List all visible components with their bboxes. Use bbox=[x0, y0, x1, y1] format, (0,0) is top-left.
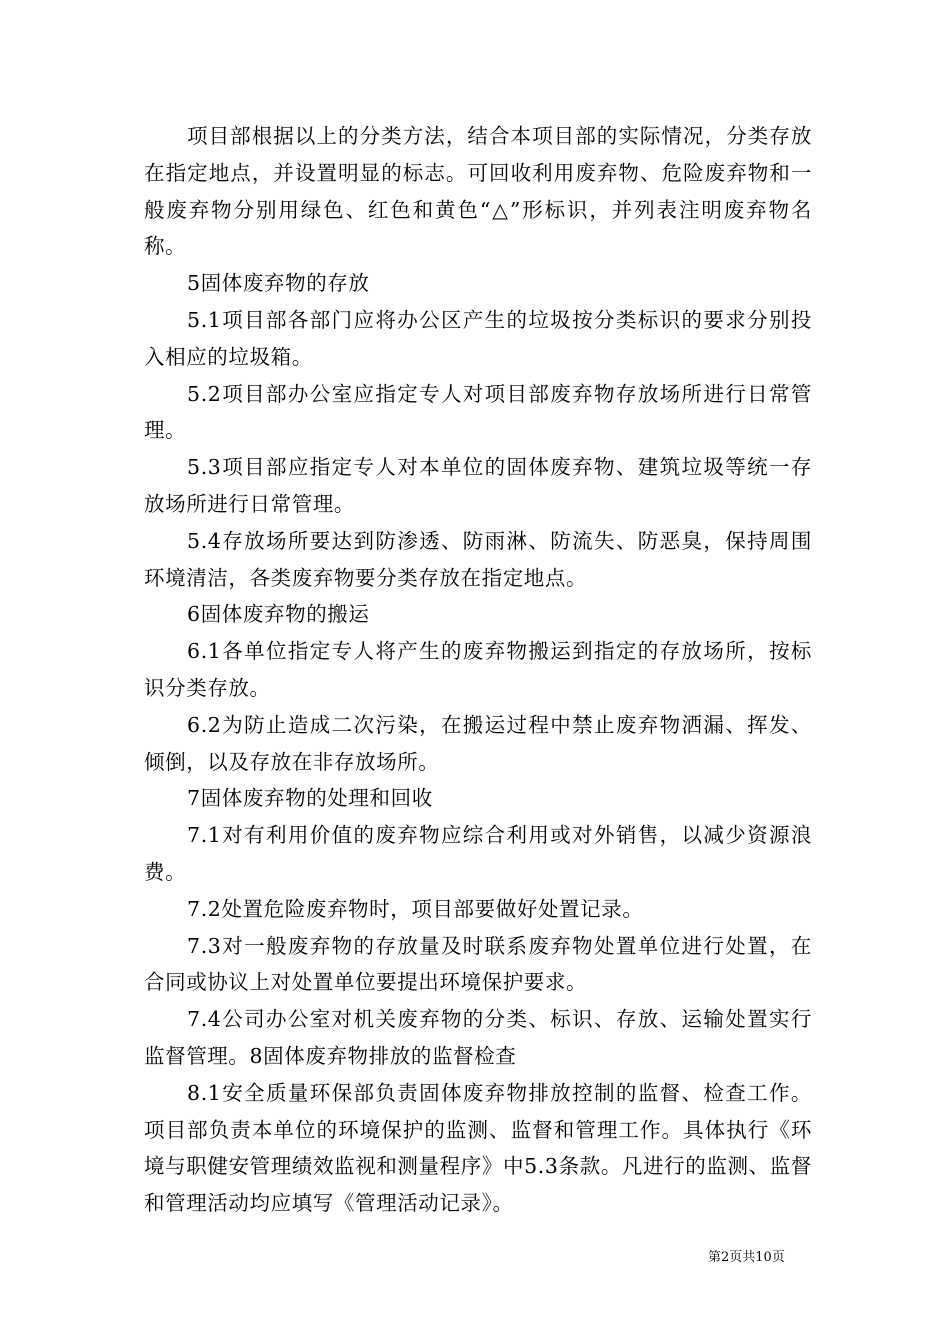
paragraph-5-2: 5.2项目部办公室应指定专人对项目部废弃物存放场所进行日常管理。 bbox=[144, 381, 812, 443]
paragraph-classification-intro: 项目部根据以上的分类方法，结合本项目部的实际情况，分类存放在指定地点，并设置明显的标志。可回收利用废弃物、危险废弃物和一般废弃物分别用绿色、红色和黄色“△”形标识，并列表注明废弃物名称。 bbox=[144, 124, 812, 259]
page-number-footer: 第2页共10页 bbox=[708, 1250, 785, 1265]
paragraph-5-3: 5.3项目部应指定专人对本单位的固体废弃物、建筑垃圾等统一存放场所进行日常管理。 bbox=[144, 455, 812, 516]
paragraph-7-1: 7.1对有利用价值的废弃物应综合利用或对外销售，以减少资源浪费。 bbox=[144, 823, 812, 884]
paragraph-7-4: 7.4公司办公室对机关废弃物的分类、标识、存放、运输处置实行监督管理。8固体废弃物排放的监督检查 bbox=[144, 1007, 812, 1068]
paragraph-8-1: 8.1安全质量环保部负责固体废弃物排放控制的监督、检查工作。项目部负责本单位的环境保护的监测、监督和管理工作。具体执行《环境与职健安管理绩效监视和测量程序》中5.3条款。凡进行的监测、监督和管理活动均应填写《管理活动记录》。 bbox=[144, 1080, 812, 1216]
paragraph-5-1: 5.1项目部各部门应将办公区产生的垃圾按分类标识的要求分别投入相应的垃圾箱。 bbox=[144, 307, 812, 369]
section-heading-7: 7固体废弃物的处理和回收 bbox=[187, 786, 433, 811]
paragraph-6-1: 6.1各单位指定专人将产生的废弃物搬运到指定的存放场所，按标识分类存放。 bbox=[144, 639, 812, 700]
paragraph-7-3: 7.3对一般废弃物的存放量及时联系废弃物处置单位进行处置，在合同或协议上对处置单位要提出环境保护要求。 bbox=[144, 933, 812, 995]
section-heading-6: 6固体废弃物的搬运 bbox=[187, 602, 370, 627]
paragraph-7-2: 7.2处置危险废弃物时，项目部要做好处置记录。 bbox=[187, 896, 644, 921]
paragraph-6-2: 6.2为防止造成二次污染，在搬运过程中禁止废弃物洒漏、挥发、倾倒，以及存放在非存放场所。 bbox=[144, 712, 812, 774]
document-body bbox=[144, 118, 812, 1222]
paragraph-5-4: 5.4存放场所要达到防渗透、防雨淋、防流失、防恶臭，保持周围环境清洁，各类废弃物要分类存放在指定地点。 bbox=[144, 528, 812, 590]
section-heading-5: 5固体废弃物的存放 bbox=[187, 271, 370, 296]
